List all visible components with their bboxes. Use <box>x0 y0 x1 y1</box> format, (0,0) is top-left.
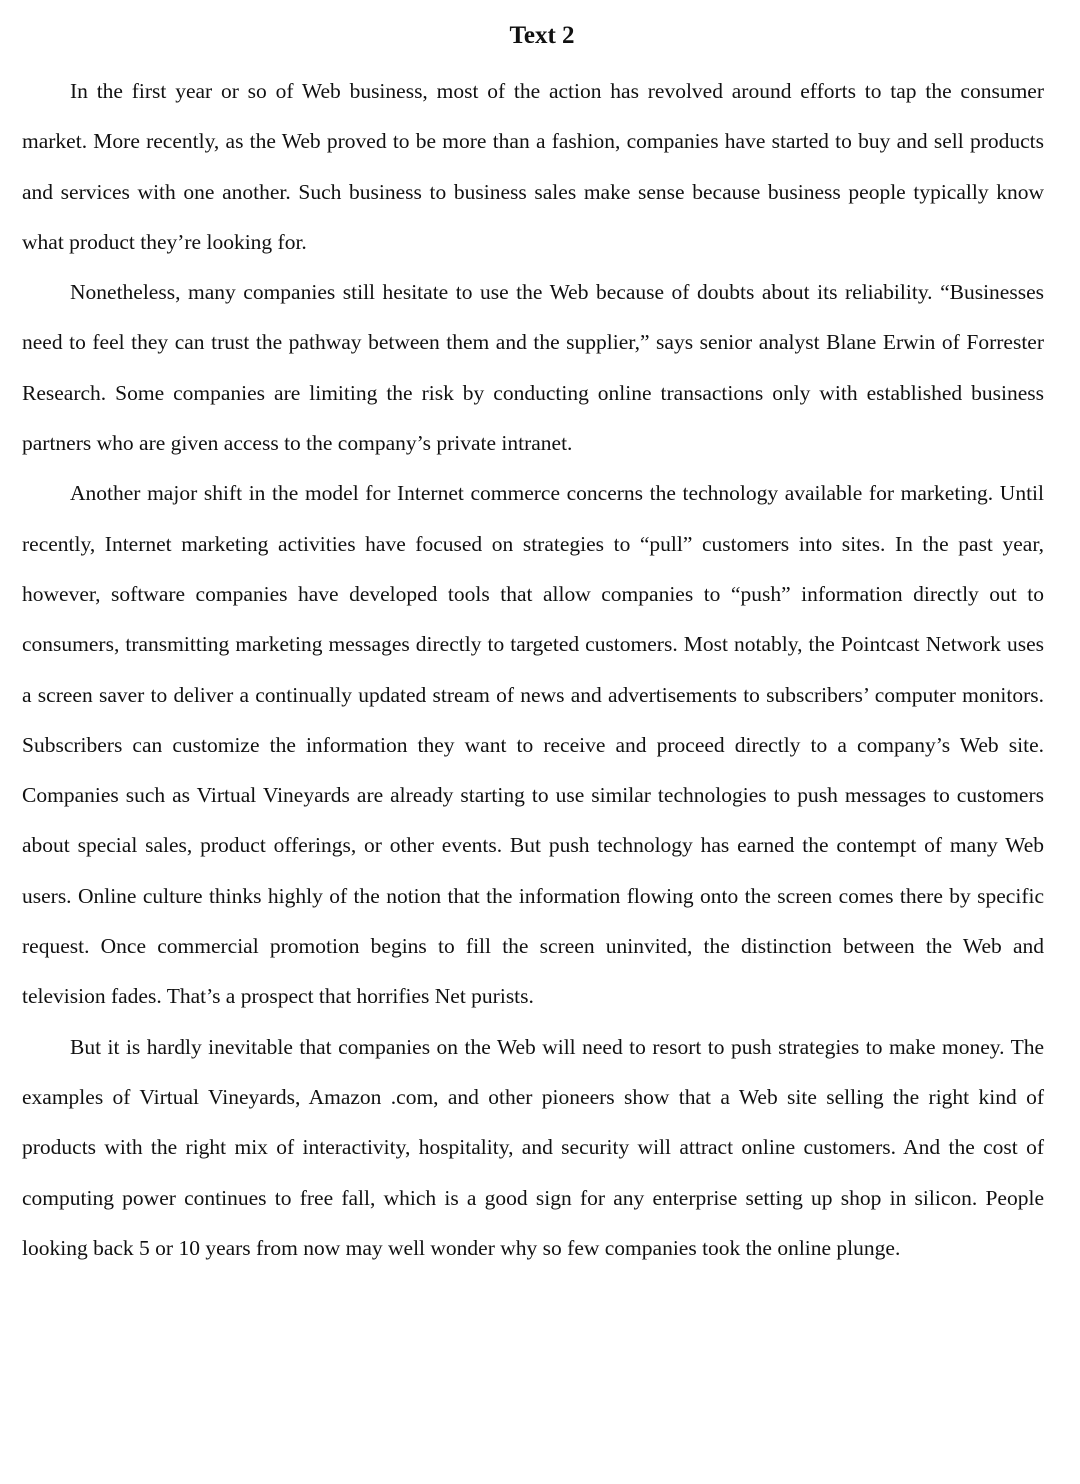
document-title: Text 2 <box>509 22 575 49</box>
paragraph-3: Another major shift in the model for Internet commerce concerns the technology available for marketing. Until recently, Internet marketing activities have focused on strategies to “pull” customers into sites. In the past year, however, software companies have developed tools that allow companies to “push” information directly out to consumers, transmitting marketing messages directly to targeted customers. Most notably, the Pointcast Network uses a screen saver to deliver a continually updated stream of news and advertisements to subscribers’ computer monitors. Subscribers can customize the information they want to receive and proceed directly to a company’s Web site. Companies such as Virtual Vineyards are already starting to use similar technologies to push messages to customers about special sales, product offerings, or other events. But push technology has earned the contempt of many Web users. Online culture thinks highly of the notion that the information flowing onto the screen comes there by specific request. Once commercial promotion begins to fill the screen uninvited, the distinction between the Web and television fades. That’s a prospect that horrifies Net purists. <box>22 481 1044 1009</box>
document-page <box>22 14 1044 1273</box>
paragraph-1: In the first year or so of Web business, most of the action has revolved around efforts to tap the consumer market. More recently, as the Web proved to be more than a fashion, companies have started to buy and sell products and services with one another. Such business to business sales make sense because business people typically know what product they’re looking for. <box>22 79 1044 254</box>
paragraph-4: But it is hardly inevitable that companies on the Web will need to resort to push strategies to make money. The examples of Virtual Vineyards, Amazon .com, and other pioneers show that a Web site selling the right kind of products with the right mix of interactivity, hospitality, and security will attract online customers. And the cost of computing power continues to free fall, which is a good sign for any enterprise setting up shop in silicon. People looking back 5 or 10 years from now may well wonder why so few companies took the online plunge. <box>22 1034 1044 1260</box>
paragraph-2: Nonetheless, many companies still hesitate to use the Web because of doubts about its reliability. “Businesses need to feel they can trust the pathway between them and the supplier,” says senior analyst Blane Erwin of Forrester Research. Some companies are limiting the risk by conducting online transactions only with established business partners who are given access to the company’s private intranet. <box>22 280 1044 456</box>
